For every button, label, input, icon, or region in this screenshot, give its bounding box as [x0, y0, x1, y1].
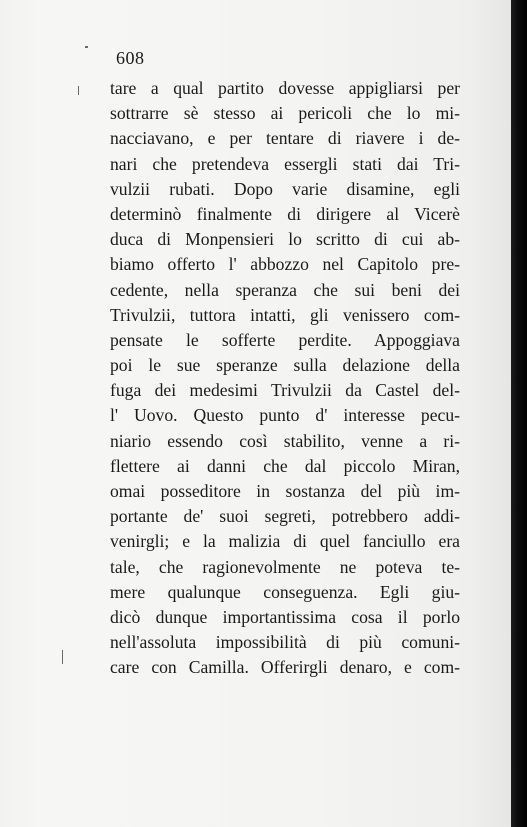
text-line: venirgli; e la malizia di quel fanciullo era: [110, 531, 460, 552]
text-line: niario essendo così stabilito, venne a ri-: [110, 430, 460, 451]
text-line: fuga dei medesimi Trivulzii da Castel del-: [110, 380, 460, 401]
text-line: care con Camilla. Offerirgli denaro, e com-: [110, 657, 460, 678]
text-line: mere qualunque conseguenza. Egli giu-: [110, 581, 460, 602]
text-line: nari che pretendeva essergli stati dai Tri-: [110, 153, 460, 174]
text-line: tale, che ragionevolmente ne poteva te-: [110, 556, 460, 577]
stray-mark: [85, 46, 88, 48]
text-line: portante de' suoi segreti, potrebbero addi-: [110, 506, 460, 527]
text-line: pensate le sofferte perdite. Appoggiava: [110, 329, 460, 350]
text-line: vulzii rubati. Dopo varie disamine, egli: [110, 178, 460, 199]
stray-mark: [78, 86, 79, 95]
page-number: 608: [116, 48, 145, 68]
page-edge-shadow: [511, 0, 527, 827]
text-line: l' Uovo. Questo punto d' interesse pecu-: [110, 405, 460, 426]
text-line: poi le sue speranze sulla delazione della: [110, 355, 460, 376]
text-line: nell'assoluta impossibilità di più comuni-: [110, 632, 460, 653]
text-line: biamo offerto l' abbozzo nel Capitolo pre-: [110, 254, 460, 275]
text-line: nacciavano, e per tentare di riavere i de-: [110, 128, 460, 149]
text-line: determinò finalmente di dirigere al Vicerè: [110, 203, 460, 224]
text-line: dicò dunque importantissima cosa il porlo: [110, 606, 460, 627]
text-line: tare a qual partito dovesse appigliarsi per: [110, 78, 460, 98]
text-line: duca di Monpensieri lo scritto di cui ab-: [110, 229, 460, 250]
stray-mark: [62, 650, 63, 664]
text-line: sottrarre sè stesso ai pericoli che lo mi-: [110, 103, 460, 124]
text-line: cedente, nella speranza che sui beni dei: [110, 279, 460, 300]
text-line: Trivulzii, tuttora intatti, gli venissero com-: [110, 304, 460, 325]
body-text: [110, 76, 460, 681]
text-line: flettere ai danni che dal piccolo Miran,: [110, 455, 460, 476]
text-line: omai posseditore in sostanza del più im-: [110, 481, 460, 501]
